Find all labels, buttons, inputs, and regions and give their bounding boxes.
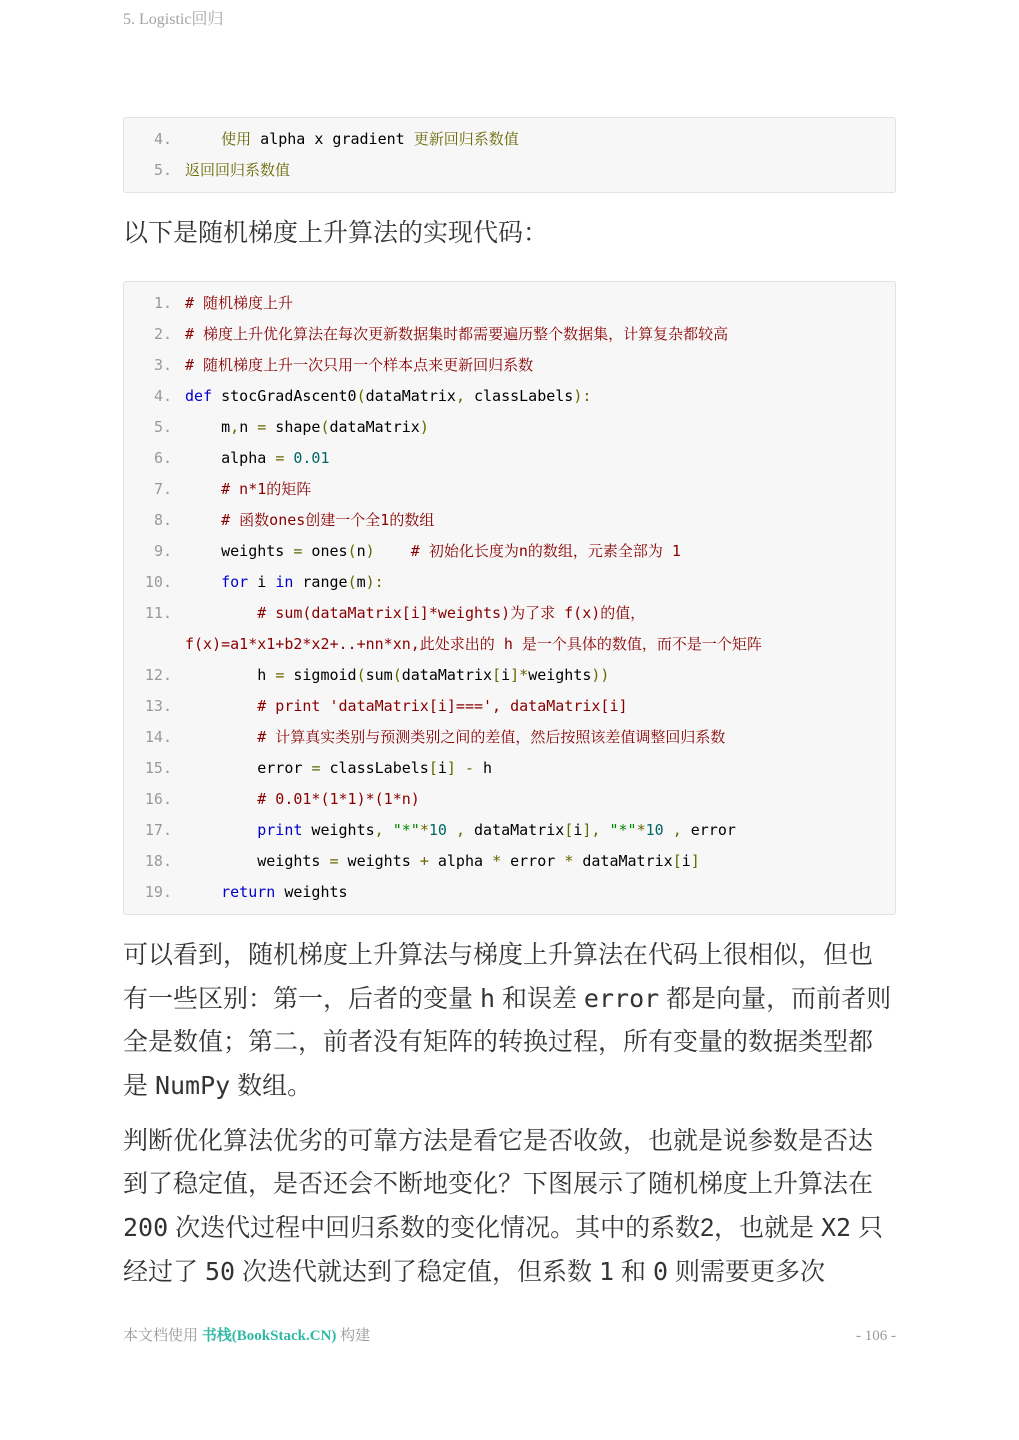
code-token [447,821,456,839]
code-line [124,846,895,877]
line-content [185,412,895,443]
code-line [124,474,895,505]
line-number: 4. [153,387,172,405]
code-token: = [275,666,285,684]
code-token: # 梯度上升优化算法在每次更新数据集时都需要遍历整个数据集，计算复杂都较高 [185,325,729,343]
line-content [185,124,895,155]
code-token: dataMatrix [329,418,420,436]
line-content [185,784,895,815]
code-line [124,505,895,536]
line-number: 13. [144,697,172,715]
code-token: alpha [428,852,493,870]
line-number: 5. [153,418,172,436]
code-token [456,759,465,777]
line-content [185,846,895,877]
code-line [124,319,895,350]
code-token: ], [582,821,601,839]
page-footer [123,1324,896,1345]
text-run: 则需要更多次 [668,1258,825,1286]
bookstack-link[interactable]: 书栈(BookStack.CN) [201,1328,337,1344]
code-token: f(x)=a1*x1+b2*x2+..+nn*xn,此处求出的 h 是一个具体的数值，而不是一个矩阵 [185,635,762,653]
code-token: sigmoid [284,666,357,684]
code-line [124,124,895,155]
code-token: weights [185,542,294,560]
line-content [185,722,895,753]
line-number: 8. [153,511,172,529]
code-token: [ [564,821,574,839]
code-token [664,821,673,839]
code-token: dataMatrix [365,387,456,405]
line-number: 1. [153,294,172,312]
code-token: ( [356,666,366,684]
code-line [124,155,895,186]
paragraph-comparison [123,934,896,1108]
code-token [185,480,221,498]
code-token: n [239,418,258,436]
line-content [185,753,895,784]
code-line [124,288,895,319]
code-line [124,753,895,784]
code-token: sum [365,666,393,684]
line-number: 4. [153,130,172,148]
inline-code: 50 [204,1257,236,1286]
code-token: # 0.01*(1*1)*(1*n) [257,790,420,808]
inline-code: error [583,984,660,1013]
code-token: [ [428,759,438,777]
code-token: = [275,449,285,467]
line-content [185,155,895,186]
code-token: 10 [428,821,447,839]
line-number: 5. [153,161,172,179]
paragraph-convergence [123,1120,896,1294]
code-token: [ [492,666,502,684]
code-token [185,604,257,622]
code-token: * [419,821,429,839]
code-token: # 初始化长度为n的数组，元素全部为 1 [410,542,681,560]
code-line [124,877,895,908]
text-run: 数组。 [230,1072,313,1100]
code-token: dataMatrix [401,666,493,684]
code-token: i [437,759,447,777]
code-token: ] [690,852,700,870]
code-line [124,691,895,722]
line-number: 7. [153,480,172,498]
line-number: 3. [153,356,172,374]
code-token: alpha [185,449,276,467]
line-content [185,660,895,691]
line-content [185,598,895,660]
line-number: 15. [144,759,172,777]
code-token: # 随机梯度上升一次只用一个样本点来更新回归系数 [185,356,534,374]
code-line [124,350,895,381]
code-token: # 函数ones创建一个全1的数组 [221,511,435,529]
code-token: 10 [645,821,664,839]
line-number: 2. [153,325,172,343]
code-token: # n*1的矩阵 [221,480,312,498]
line-number: 9. [153,542,172,560]
code-token: # 随机梯度上升 [185,294,294,312]
line-number: 17. [144,821,172,839]
code-token: ones [302,542,348,560]
code-block-pseudocode [123,117,896,193]
text-run: 只经过了 [123,1214,884,1286]
code-token: * [564,852,574,870]
running-header [123,6,223,29]
code-token: ) [419,418,429,436]
line-content [185,536,895,567]
code-token: , [672,821,682,839]
code-token [185,728,257,746]
line-number: 11. [144,604,172,622]
line-number: 16. [144,790,172,808]
code-token: * [636,821,646,839]
code-token: def [185,387,213,405]
code-token [375,542,411,560]
code-token: + [419,852,429,870]
code-token: for [221,573,249,591]
line-number: 10. [144,573,172,591]
code-token: , [230,418,240,436]
inline-code: 200 [123,1213,169,1242]
code-token: "*" [609,821,637,839]
code-token [185,821,257,839]
code-token: 0.01 [293,449,330,467]
code-token: , [455,821,465,839]
code-token [185,790,257,808]
code-token: ): [365,573,384,591]
code-token: i [681,852,691,870]
line-number: 14. [144,728,172,746]
code-token: n [356,542,366,560]
line-content [185,381,895,412]
code-token: ( [320,418,330,436]
code-token: classLabels [320,759,429,777]
footer-build-prefix: 本文档使用 [123,1328,202,1344]
text-run: 和 [614,1258,653,1286]
code-line [124,443,895,474]
code-token: weights [185,852,330,870]
line-content [185,319,895,350]
code-token: error [185,759,312,777]
line-content [185,505,895,536]
inline-code: 0 [652,1257,668,1286]
code-token: dataMatrix [573,852,673,870]
code-token: 返回回归系数值 [185,161,291,179]
line-number: 12. [144,666,172,684]
line-content [185,567,895,598]
code-token: in [275,573,294,591]
code-token [185,511,221,529]
code-token: classLabels [464,387,574,405]
code-token: dataMatrix [464,821,565,839]
code-token: i [573,821,583,839]
code-token: = [311,759,321,777]
code-token: = [257,418,267,436]
code-token: shape [266,418,321,436]
inline-code: X2 [820,1213,852,1242]
line-content [185,443,895,474]
footer-build-note [123,1324,370,1345]
line-content [185,474,895,505]
code-token: ): [573,387,592,405]
code-line [124,381,895,412]
code-token: # print 'dataMatrix[i]===', dataMatrix[i] [257,697,628,715]
code-token: ( [347,573,357,591]
code-token [185,573,221,591]
code-line [124,660,895,691]
code-line [124,567,895,598]
code-token: ( [392,666,402,684]
code-line [124,412,895,443]
text-run: 判断优化算法优劣的可靠方法是看它是否收敛，也就是说参数是否达到了稳定值，是否还会不断地变化？下图展示了随机梯度上升算法在 [123,1127,874,1198]
code-token: ( [356,387,366,405]
code-line [124,598,895,660]
code-token: stocGradAscent0 [212,387,357,405]
line-content [185,691,895,722]
code-token [185,697,257,715]
code-token: return [221,883,276,901]
code-token: weights [528,666,592,684]
code-token: weights [302,821,375,839]
code-token: print [257,821,303,839]
code-token: [ [672,852,682,870]
code-token: h [474,759,493,777]
code-token: ( [347,542,357,560]
code-token: m [356,573,366,591]
line-number: 18. [144,852,172,870]
text-run: 和误差 [495,985,584,1013]
code-token: i [501,666,511,684]
line-content [185,815,895,846]
code-token: error [681,821,736,839]
code-token: h [185,666,276,684]
line-content [185,877,895,908]
code-token: = [329,852,339,870]
code-token: , [374,821,384,839]
code-token: 更新回归系数值 [413,130,519,148]
code-token: = [293,542,303,560]
text-run: 都是向量，而前者则全是数值；第二，前者没有矩阵的转换过程，所有变量的数据类型都是 [123,985,892,1100]
text-run: 可以看到，随机梯度上升算法与梯度上升算法在代码上很相似，但也有一些区别：第一，后者的变量 [123,941,874,1013]
code-token: alpha x gradient [251,130,414,148]
code-token: i [248,573,276,591]
code-token: , [455,387,465,405]
code-token: )) [591,666,610,684]
inline-code: NumPy [154,1071,231,1100]
code-token: ] [446,759,456,777]
code-token [384,821,393,839]
code-token: range [293,573,348,591]
code-line [124,536,895,567]
code-token: 使用 [221,130,252,148]
line-number: 6. [153,449,172,467]
line-number: 19. [144,883,172,901]
inline-code: 1 [598,1257,615,1286]
page-number: - 106 - [856,1328,896,1344]
line-content [185,288,895,319]
code-line [124,722,895,753]
code-line [124,815,895,846]
text-run: 次迭代过程中回归系数的变化情况。其中的系数2，也就是 [168,1214,821,1242]
code-line [124,784,895,815]
code-token [185,883,221,901]
code-token: ) [365,542,375,560]
text-run: 次迭代就达到了稳定值，但系数 [235,1258,599,1286]
code-token: * [492,852,502,870]
inline-code: h [479,984,496,1013]
code-token: "*" [392,821,420,839]
intro-paragraph: 以下是随机梯度上升算法的实现代码： [123,219,549,247]
code-token: # sum(dataMatrix[i]*weights)为了求 f(x)的值， [257,604,646,622]
footer-build-suffix: 构建 [336,1328,371,1344]
code-token: m [185,418,231,436]
code-token: - [464,759,474,777]
code-token [185,130,221,148]
code-token: weights [338,852,420,870]
code-block-implementation [123,281,896,915]
code-token: error [501,852,565,870]
code-token: # 计算真实类别与预测类别之间的差值，然后按照该差值调整回归系数 [257,728,726,746]
line-content [185,350,895,381]
code-token: weights [275,883,348,901]
running-header-title: 5. Logistic回归 [123,11,224,28]
code-token: ]* [510,666,529,684]
